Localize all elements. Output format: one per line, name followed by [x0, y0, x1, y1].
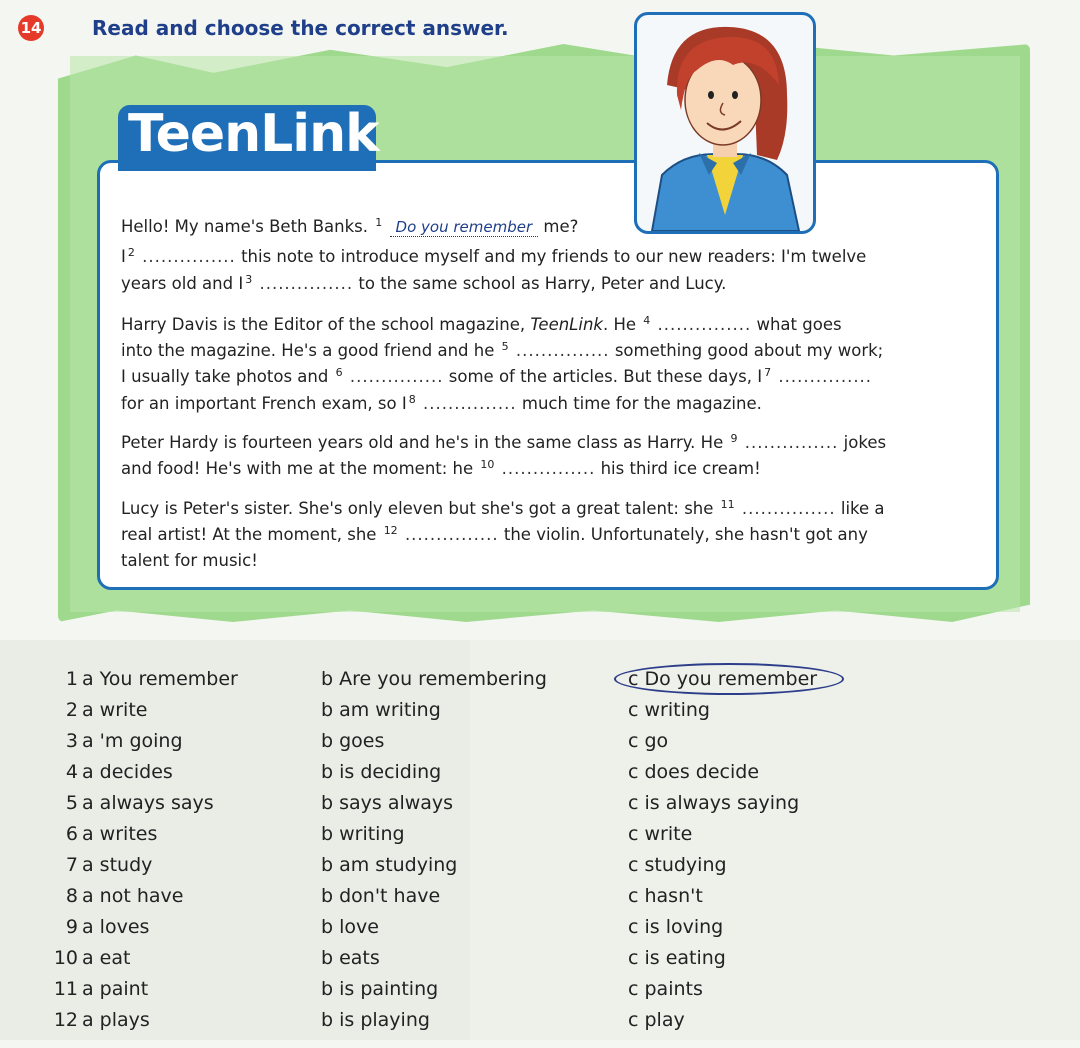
gap-number-2: 2 [127, 246, 135, 259]
text-fragment: talent for music! [121, 551, 258, 570]
question-number: 1 [65, 668, 78, 690]
text-line [121, 364, 872, 392]
option-b[interactable]: b is painting [321, 978, 439, 1000]
option-b[interactable]: b am writing [321, 699, 441, 721]
question-number: 2 [65, 699, 78, 721]
option-c[interactable]: c Do you remember [628, 668, 818, 690]
option-a[interactable]: a always says [82, 792, 214, 814]
magazine-name-italic: TeenLink [530, 315, 603, 334]
answer-row [0, 978, 1080, 1009]
gap-number-11: 11 [720, 498, 735, 511]
gap-number-10: 10 [480, 458, 495, 471]
option-a[interactable]: a decides [82, 761, 173, 783]
option-a[interactable]: a plays [82, 1009, 150, 1031]
gap-number-8: 8 [408, 393, 416, 406]
gap-number-3: 3 [245, 273, 253, 286]
text-fragment: much time for the magazine. [521, 394, 762, 413]
question-number: 4 [65, 761, 78, 783]
text-line [121, 456, 761, 484]
option-a[interactable]: a write [82, 699, 148, 721]
option-a[interactable]: a You remember [82, 668, 238, 690]
text-fragment: Peter Hardy is fourteen years old and he's in the same class as Harry. He [121, 433, 724, 452]
option-a[interactable]: a writes [82, 823, 158, 845]
question-number: 12 [53, 1009, 78, 1031]
answer-row [0, 792, 1080, 823]
option-b[interactable]: b is deciding [321, 761, 442, 783]
answer-row [0, 823, 1080, 854]
answer-gap-6: ............... [349, 367, 444, 386]
selected-answer-circle [614, 663, 844, 695]
option-a[interactable]: a 'm going [82, 730, 183, 752]
text-line [121, 522, 868, 550]
gap-number-5: 5 [501, 340, 509, 353]
answer-row [0, 699, 1080, 730]
answer-row [0, 668, 1080, 699]
option-a[interactable]: a study [82, 854, 153, 876]
magazine-title: TeenLink [128, 104, 379, 164]
text-fragment: and food! He's with me at the moment: he [121, 459, 474, 478]
text-line [121, 496, 885, 524]
option-c[interactable]: c paints [628, 978, 703, 1000]
text-line [121, 312, 842, 340]
option-b[interactable]: b writing [321, 823, 405, 845]
girl-illustration [637, 15, 813, 231]
question-number: 11 [53, 978, 78, 1000]
question-number: 9 [65, 916, 78, 938]
text-line [121, 244, 866, 272]
text-line [121, 430, 886, 458]
text-fragment: real artist! At the moment, she [121, 525, 377, 544]
text-fragment: into the magazine. He's a good friend and he [121, 341, 495, 360]
option-b[interactable]: b goes [321, 730, 385, 752]
answer-gap-5: ............... [515, 341, 610, 360]
text-fragment: I usually take photos and [121, 367, 329, 386]
question-number: 10 [53, 947, 78, 969]
answer-gap-10: ............... [501, 459, 596, 478]
answer-gap-3: ............... [259, 274, 354, 293]
answer-gap-7: ............... [778, 367, 873, 386]
gap-number-7: 7 [764, 366, 772, 379]
text-line [121, 391, 762, 419]
text-fragment: for an important French exam, so I [121, 394, 407, 413]
gap-number-12: 12 [383, 524, 398, 537]
option-a[interactable]: a not have [82, 885, 184, 907]
option-b[interactable]: b don't have [321, 885, 441, 907]
answer-row [0, 730, 1080, 761]
answer-gap-11: ............... [741, 499, 836, 518]
answer-gap-12: ............... [404, 525, 499, 544]
gap-number-9: 9 [730, 432, 738, 445]
question-number: 6 [65, 823, 78, 845]
gap-number-1: 1 [375, 216, 383, 229]
answer-gap-2: ............... [142, 247, 236, 266]
answer-gap-8: ............... [422, 394, 517, 413]
text-fragment: Hello! My name's Beth Banks. [121, 217, 369, 236]
option-b[interactable]: b am studying [321, 854, 458, 876]
text-fragment: what goes [756, 315, 842, 334]
exercise-header [18, 8, 509, 48]
question-number: 5 [65, 792, 78, 814]
option-c[interactable]: c studying [628, 854, 727, 876]
text-fragment: I [121, 247, 126, 266]
option-c[interactable]: c play [628, 1009, 685, 1031]
exercise-instruction: Read and choose the correct answer. [92, 16, 509, 40]
text-fragment: the violin. Unfortunately, she hasn't got any [503, 525, 868, 544]
option-c[interactable]: c is loving [628, 916, 724, 938]
text-fragment: this note to introduce myself and my friends to our new readers: I'm twelve [241, 247, 867, 266]
option-a[interactable]: a loves [82, 916, 150, 938]
option-b[interactable]: b love [321, 916, 379, 938]
option-c[interactable]: c is eating [628, 947, 726, 969]
option-a[interactable]: a eat [82, 947, 131, 969]
text-fragment: jokes [843, 433, 887, 452]
option-c[interactable]: c write [628, 823, 693, 845]
answer-row [0, 916, 1080, 947]
answer-row [0, 854, 1080, 885]
text-fragment: some of the articles. But these days, I [448, 367, 763, 386]
gap-number-6: 6 [335, 366, 343, 379]
option-b[interactable]: b eats [321, 947, 380, 969]
text-line [121, 271, 726, 299]
text-line [121, 548, 258, 574]
text-fragment: . He [602, 315, 637, 334]
text-fragment: like a [840, 499, 885, 518]
answer-row [0, 947, 1080, 978]
option-b[interactable]: b is playing [321, 1009, 430, 1031]
option-c[interactable]: c is always saying [628, 792, 800, 814]
option-b[interactable]: b Are you remembering [321, 668, 547, 690]
question-number: 8 [65, 885, 78, 907]
answer-row [0, 1009, 1080, 1040]
option-c[interactable]: c hasn't [628, 885, 703, 907]
question-number: 3 [65, 730, 78, 752]
text-line [121, 214, 578, 242]
text-fragment: me? [543, 217, 579, 236]
text-fragment: years old and I [121, 274, 244, 293]
option-c[interactable]: c does decide [628, 761, 760, 783]
answer-row [0, 885, 1080, 916]
text-fragment: Lucy is Peter's sister. She's only eleven but she's got a great talent: she [121, 499, 714, 518]
text-line [121, 338, 883, 366]
filled-answer-1: Do you remember [390, 218, 539, 237]
answer-gap-4: ............... [657, 315, 752, 334]
option-b[interactable]: b says always [321, 792, 454, 814]
exercise-number-badge: 14 [18, 15, 44, 41]
text-fragment: Harry Davis is the Editor of the school magazine, [121, 315, 526, 334]
question-number: 7 [65, 854, 78, 876]
option-a[interactable]: a paint [82, 978, 149, 1000]
text-fragment: his third ice cream! [600, 459, 761, 478]
answer-row [0, 761, 1080, 792]
beth-portrait [634, 12, 816, 234]
text-fragment: something good about my work; [614, 341, 884, 360]
gap-number-4: 4 [643, 314, 651, 327]
option-c[interactable]: c writing [628, 699, 710, 721]
option-c[interactable]: c go [628, 730, 669, 752]
text-fragment: to the same school as Harry, Peter and Lucy. [358, 274, 727, 293]
answer-gap-9: ............... [744, 433, 839, 452]
